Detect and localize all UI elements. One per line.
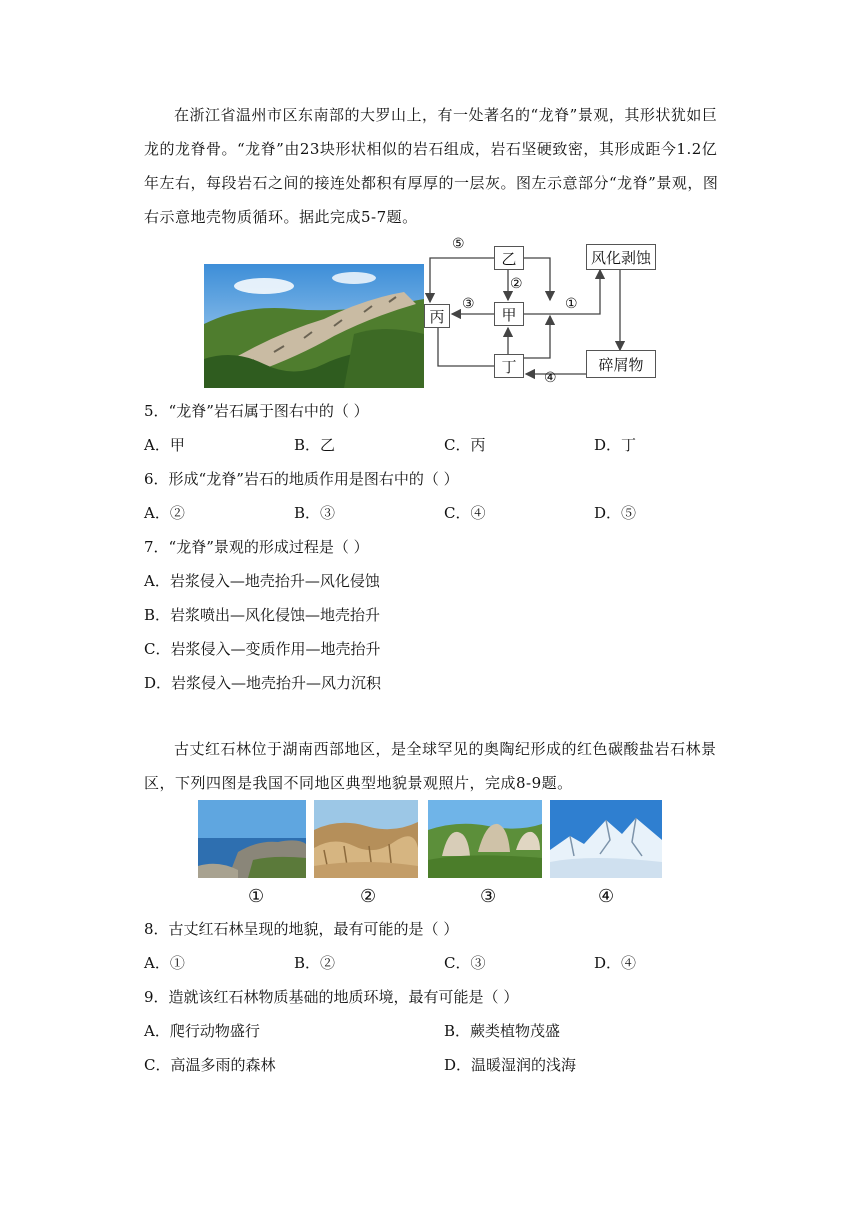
question-9: 9．造就该红石林物质基础的地质环境，最有可能是（ ） (144, 988, 519, 1006)
photo-caption-3: ③ (480, 886, 497, 907)
q5-option-d[interactable]: D．丁 (594, 436, 637, 454)
q5-option-a[interactable]: A．甲 (144, 436, 185, 454)
q7-option-a[interactable]: A．岩浆侵入—地壳抬升—风化侵蚀 (144, 572, 380, 590)
node-debris: 碎屑物 (586, 350, 656, 378)
q6-option-c[interactable]: C．④ (444, 504, 486, 522)
photo-stone-forest (428, 800, 542, 878)
q9-option-b[interactable]: B．蕨类植物茂盛 (444, 1022, 561, 1040)
q6-option-a[interactable]: A．② (144, 504, 185, 522)
q5-option-b[interactable]: B．乙 (294, 436, 336, 454)
photo-caption-4: ④ (598, 886, 615, 907)
q7-option-d[interactable]: D．岩浆侵入—地壳抬升—风力沉积 (144, 674, 382, 692)
passage-1: 在浙江省温州市区东南部的大罗山上，有一处著名的“龙脊”景观，其形状犹如巨龙的龙脊骨。“龙脊”由23块形状相似的岩石组成，岩石坚硬致密，其形成距今1.2亿年左右，每段岩石之间的接连处都积有厚厚的一层灰。图左示意部分“龙脊”景观，图右示意地壳物质循环。据此完成5-7题。 (144, 106, 719, 226)
q8-option-a[interactable]: A．① (144, 954, 185, 972)
dragon-spine-photo (204, 264, 424, 388)
label-4: ④ (544, 370, 557, 386)
q9-option-c[interactable]: C．高温多雨的森林 (144, 1056, 276, 1074)
label-2: ② (510, 276, 523, 292)
q5-option-c[interactable]: C．丙 (444, 436, 486, 454)
q8-option-c[interactable]: C．③ (444, 954, 486, 972)
node-weathering: 风化剥蚀 (586, 244, 656, 270)
node-jia: 甲 (494, 302, 524, 326)
photo-glacier (550, 800, 662, 878)
label-1: ① (565, 296, 578, 312)
question-6: 6．形成“龙脊”岩石的地质作用是图右中的（ ） (144, 470, 459, 488)
question-5: 5．“龙脊”岩石属于图右中的（ ） (144, 402, 369, 420)
node-yi: 乙 (494, 246, 524, 270)
photo-coast (198, 800, 306, 878)
photo-badlands (314, 800, 418, 878)
q9-option-d[interactable]: D．温暖湿润的浅海 (444, 1056, 577, 1074)
label-5: ⑤ (452, 236, 465, 252)
q9-option-a[interactable]: A．爬行动物盛行 (144, 1022, 260, 1040)
photo-caption-2: ② (360, 886, 377, 907)
question-7: 7．“龙脊”景观的形成过程是（ ） (144, 538, 369, 556)
q8-option-b[interactable]: B．② (294, 954, 336, 972)
q7-option-c[interactable]: C．岩浆侵入—变质作用—地壳抬升 (144, 640, 381, 658)
node-ding: 丁 (494, 354, 524, 378)
node-bing: 丙 (424, 304, 450, 328)
q6-option-b[interactable]: B．③ (294, 504, 336, 522)
q6-option-d[interactable]: D．⑤ (594, 504, 637, 522)
q7-option-b[interactable]: B．岩浆喷出—风化侵蚀—地壳抬升 (144, 606, 381, 624)
label-3: ③ (462, 296, 475, 312)
photo-caption-1: ① (248, 886, 265, 907)
q8-option-d[interactable]: D．④ (594, 954, 637, 972)
passage-2: 古丈红石林位于湖南西部地区，是全球罕见的奥陶纪形成的红色碳酸盐岩石林景区，下列四图是我国不同地区典型地貌景观照片，完成8-9题。 (144, 740, 717, 792)
question-8: 8．古丈红石林呈现的地貌，最有可能的是（ ） (144, 920, 459, 938)
